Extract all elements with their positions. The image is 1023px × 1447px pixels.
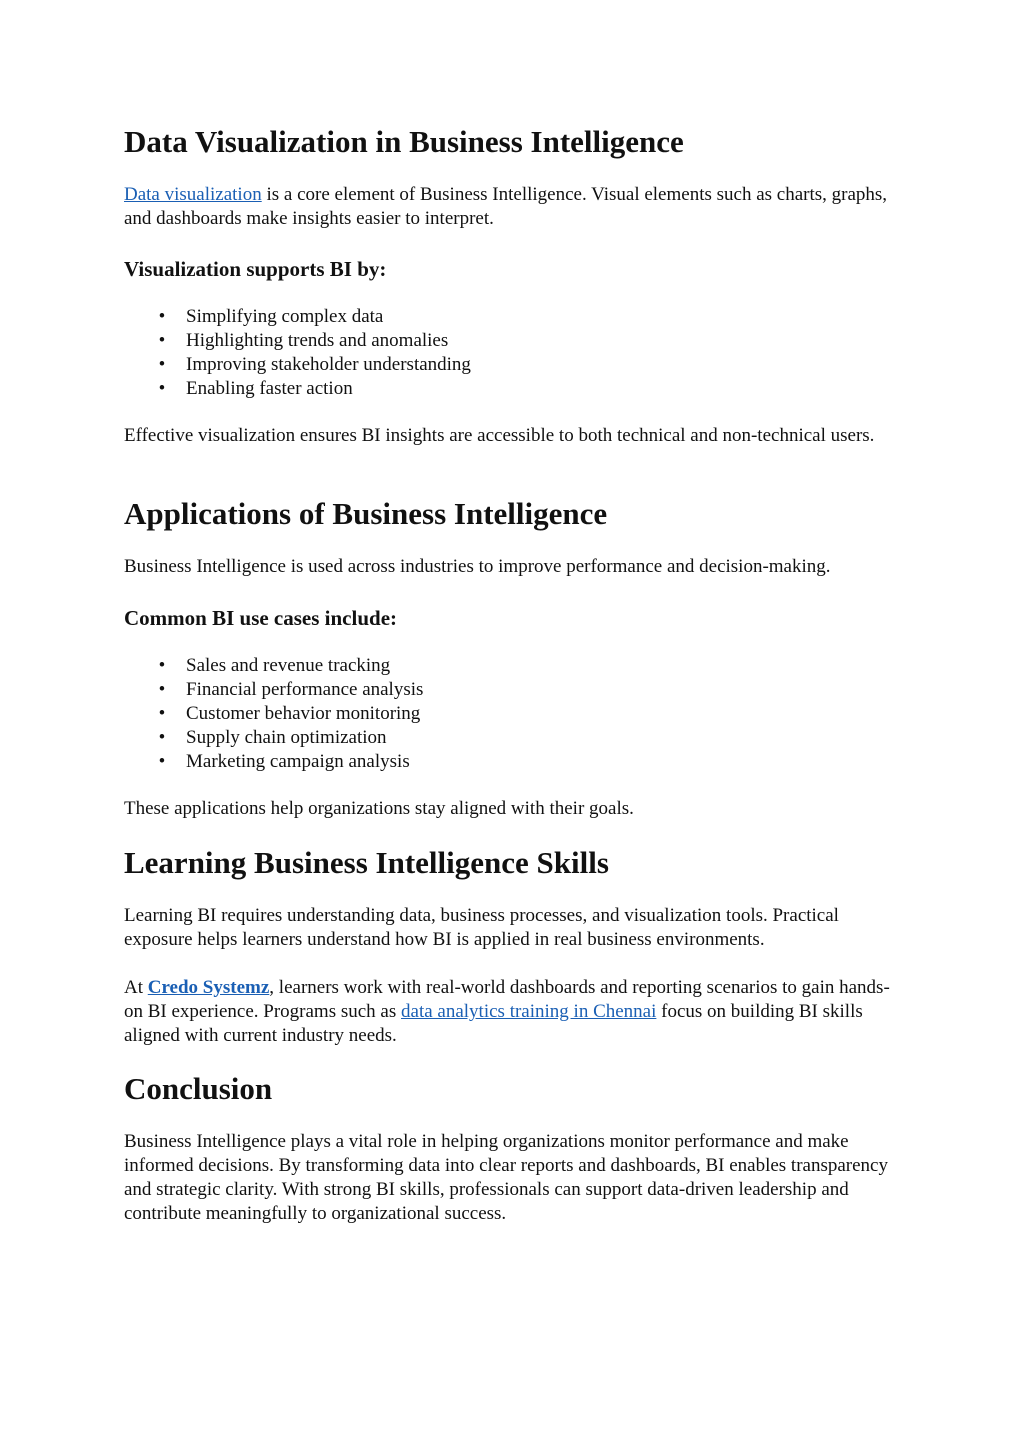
subheading-common-use-cases: Common BI use cases include:	[124, 606, 398, 630]
heading-learning-skills: Learning Business Intelligence Skills	[124, 845, 609, 880]
list-visualization-benefits	[124, 305, 904, 401]
heading-applications: Applications of Business Intelligence	[124, 496, 608, 531]
paragraph-credo-systemz: At Credo Systemz, learners work with real-world dashboards and reporting scenarios to gain hands-on BI experience. Programs such as data analytics training in Chennai focus on building BI skills aligned with current industry needs.	[124, 977, 890, 1046]
paragraph-visualization-intro	[124, 183, 904, 231]
list-item: • Simplifying complex data	[124, 305, 904, 329]
paragraph-learning-intro: Learning BI requires understanding data, business processes, and visualization tools. Practical exposure helps learners understand how BI is applied in real business environments.	[124, 905, 839, 950]
paragraph-visualization-closing: Effective visualization ensures BI insights are accessible to both technical and non-technical users.	[124, 425, 875, 446]
heading-conclusion: Conclusion	[124, 1071, 273, 1106]
list-item: • Improving stakeholder understanding	[124, 353, 904, 377]
paragraph-conclusion: Business Intelligence plays a vital role in helping organizations monitor performance and make informed decisions. By transforming data into clear reports and dashboards, BI enables transparency and strategic clarity. With strong BI skills, professionals can support data-driven leadership and contribute meaningfully to organizational success.	[124, 1131, 888, 1224]
intro-text: is a core element of Business Intelligence. Visual elements such as charts, graphs, and dashboards make insights easier to interpret.	[124, 184, 888, 229]
link-data-visualization[interactable]: Data visualization	[124, 184, 262, 205]
bullet-icon: •	[158, 354, 166, 375]
paragraph-applications-closing: These applications help organizations stay aligned with their goals.	[124, 798, 634, 819]
heading-data-visualization: Data Visualization in Business Intelligence	[124, 124, 684, 159]
bullet-icon: •	[158, 679, 166, 700]
bullet-icon: •	[158, 378, 166, 399]
paragraph-applications-intro: Business Intelligence is used across industries to improve performance and decision-making.	[124, 556, 831, 577]
list-item: • Sales and revenue tracking	[124, 654, 904, 678]
list-item: • Financial performance analysis	[124, 678, 904, 702]
list-item: • Customer behavior monitoring	[124, 702, 904, 726]
list-item: • Supply chain optimization	[124, 726, 904, 750]
list-bi-use-cases	[124, 654, 904, 774]
bullet-icon: •	[158, 330, 166, 351]
bullet-icon: •	[158, 703, 166, 724]
list-item: • Marketing campaign analysis	[124, 750, 904, 774]
link-credo-systemz[interactable]: Credo Systemz	[147, 977, 270, 998]
list-item: • Highlighting trends and anomalies	[124, 329, 904, 353]
list-item: • Enabling faster action	[124, 377, 904, 401]
subheading-visualization-supports: Visualization supports BI by:	[124, 257, 387, 281]
link-data-analytics-training[interactable]: data analytics training in Chennai	[401, 1001, 657, 1022]
bullet-icon: •	[158, 306, 166, 327]
bullet-icon: •	[158, 751, 166, 772]
bullet-icon: •	[158, 655, 166, 676]
bullet-icon: •	[158, 727, 166, 748]
